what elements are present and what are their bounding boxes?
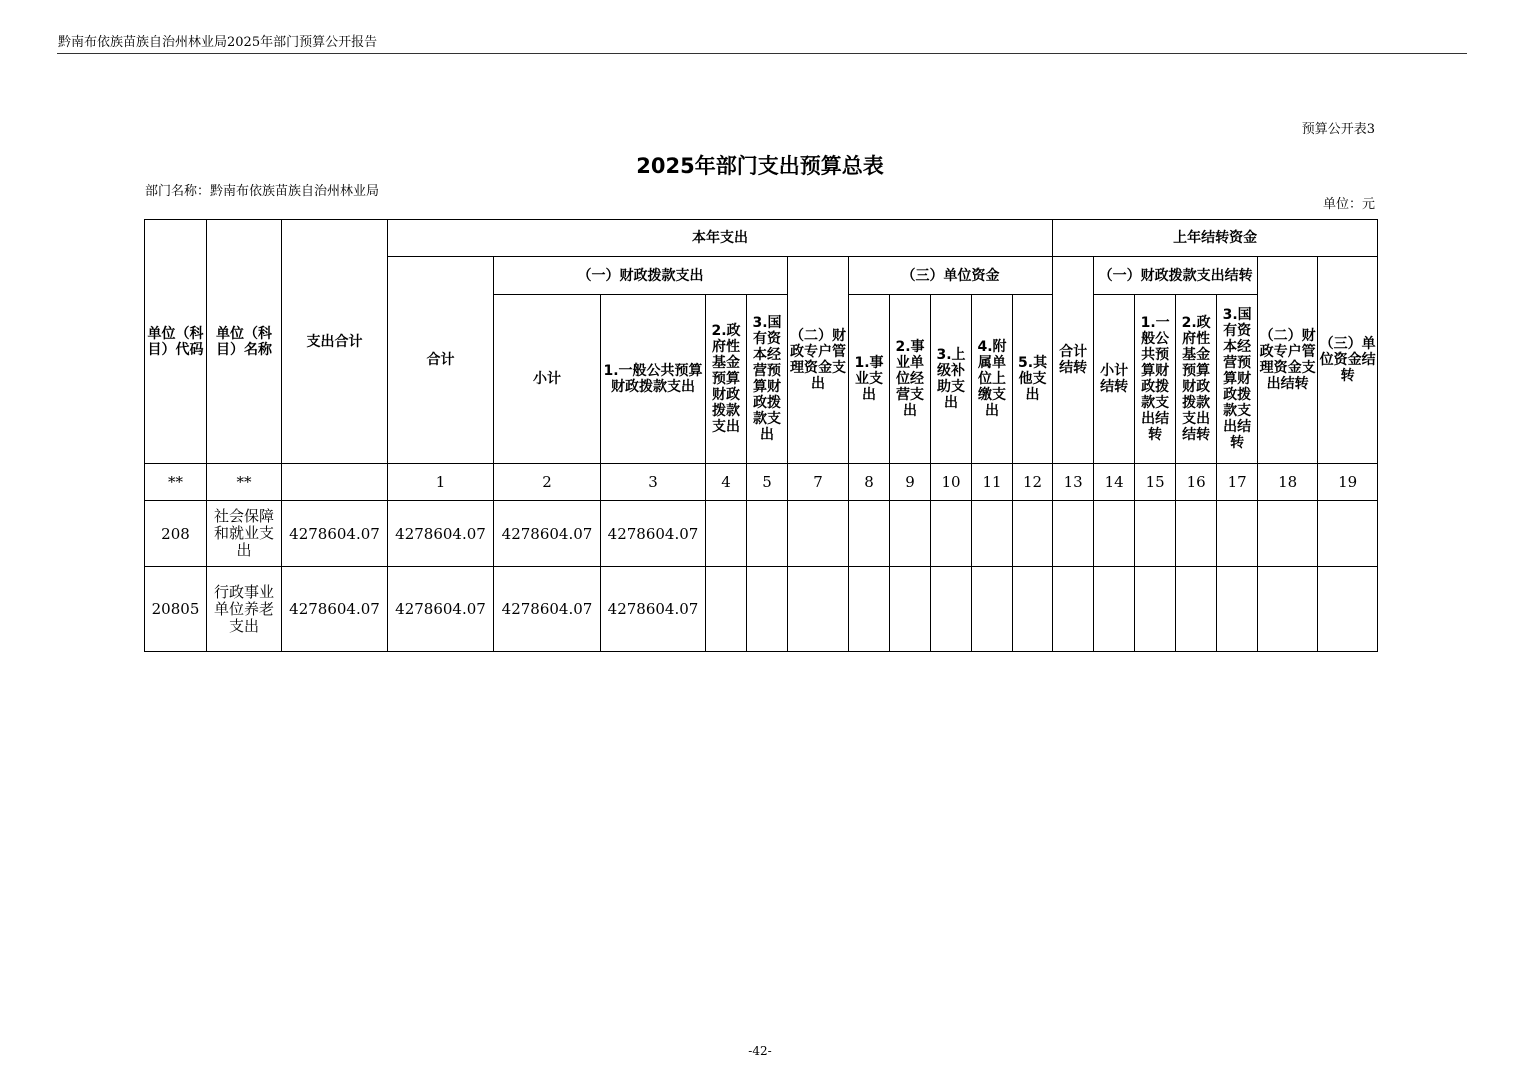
index-cell: 8 — [849, 464, 890, 501]
empty-cell — [972, 567, 1013, 652]
row-general: 4278604.07 — [601, 501, 706, 567]
empty-cell — [1318, 501, 1378, 567]
department-name: 部门名称：黔南布依族苗族自治州林业局 — [145, 184, 380, 199]
header-unit-funds-group: （三）单位资金 — [849, 257, 1053, 295]
empty-cell — [1258, 567, 1318, 652]
empty-cell — [1135, 567, 1176, 652]
empty-cell — [1053, 567, 1094, 652]
index-cell: ** — [207, 464, 282, 501]
index-row — [145, 464, 1378, 501]
empty-cell — [849, 567, 890, 652]
index-cell: 15 — [1135, 464, 1176, 501]
empty-cell — [1094, 567, 1135, 652]
page-title: 2025年部门支出预算总表 — [636, 154, 884, 178]
empty-cell — [706, 567, 747, 652]
row-total: 4278604.07 — [282, 501, 388, 567]
header-cy-gov-fund: 2.政府性基金预算财政拨款支出 — [706, 295, 747, 464]
header-uf-affiliated: 4.附属单位上缴支出 — [972, 295, 1013, 464]
header-py-state-capital: 3.国有资本经营预算财政拨款支出结转 — [1217, 295, 1258, 464]
index-cell: 7 — [788, 464, 849, 501]
index-cell: 4 — [706, 464, 747, 501]
header-py-fiscal-group: （一）财政拨款支出结转 — [1094, 257, 1258, 295]
empty-cell — [1176, 567, 1217, 652]
index-cell: 9 — [890, 464, 931, 501]
header-uf-operating: 2.事业单位经营支出 — [890, 295, 931, 464]
header-py-gov-fund: 2.政府性基金预算财政拨款支出结转 — [1176, 295, 1217, 464]
header-uf-other: 5.其他支出 — [1013, 295, 1053, 464]
empty-cell — [1318, 567, 1378, 652]
header-cy-special: （二）财政专户管理资金支出 — [788, 257, 849, 464]
row-general: 4278604.07 — [601, 567, 706, 652]
empty-cell — [706, 501, 747, 567]
row-subtotal: 4278604.07 — [494, 567, 601, 652]
index-cell: 1 — [388, 464, 494, 501]
header-cy-state-capital: 3.国有资本经营预算财政拨款支出 — [747, 295, 788, 464]
empty-cell — [931, 567, 972, 652]
empty-cell — [747, 501, 788, 567]
header-cy-subtotal: 小计 — [494, 295, 601, 464]
index-cell: 3 — [601, 464, 706, 501]
empty-cell — [1053, 501, 1094, 567]
header-uf-business: 1.事业支出 — [849, 295, 890, 464]
index-cell: 11 — [972, 464, 1013, 501]
header-py-total: 合计结转 — [1053, 257, 1094, 464]
header-divider — [57, 53, 1467, 54]
empty-cell — [1013, 567, 1053, 652]
row-cy-total: 4278604.07 — [388, 501, 494, 567]
empty-cell — [788, 501, 849, 567]
index-cell: 2 — [494, 464, 601, 501]
budget-table — [144, 219, 1378, 652]
table-number: 预算公开表3 — [1301, 122, 1375, 137]
empty-cell — [972, 501, 1013, 567]
report-header: 黔南布依族苗族自治州林业局2025年部门预算公开报告 — [58, 35, 378, 50]
index-cell: 19 — [1318, 464, 1378, 501]
row-total: 4278604.07 — [282, 567, 388, 652]
index-cell — [282, 464, 388, 501]
header-uf-subsidy: 3.上级补助支出 — [931, 295, 972, 464]
header-py-special: （二）财政专户管理资金支出结转 — [1258, 257, 1318, 464]
empty-cell — [1217, 567, 1258, 652]
row-code: 20805 — [145, 567, 207, 652]
empty-cell — [1176, 501, 1217, 567]
header-prior-year: 上年结转资金 — [1053, 220, 1378, 257]
table-row — [145, 567, 1378, 652]
header-cy-total: 合计 — [388, 257, 494, 464]
index-cell: 16 — [1176, 464, 1217, 501]
table-row — [145, 501, 1378, 567]
row-name: 行政事业单位养老支出 — [207, 567, 282, 652]
header-py-subtotal: 小计结转 — [1094, 295, 1135, 464]
index-cell: 18 — [1258, 464, 1318, 501]
empty-cell — [931, 501, 972, 567]
empty-cell — [1217, 501, 1258, 567]
unit-label: 单位：元 — [1322, 197, 1375, 212]
header-fiscal-group: （一）财政拨款支出 — [494, 257, 788, 295]
index-cell: 12 — [1013, 464, 1053, 501]
header-py-unit-funds: （三）单位资金结转 — [1318, 257, 1378, 464]
row-name: 社会保障和就业支出 — [207, 501, 282, 567]
header-current-year: 本年支出 — [388, 220, 1053, 257]
header-py-general: 1.一般公共预算财政拨款支出结转 — [1135, 295, 1176, 464]
empty-cell — [1258, 501, 1318, 567]
empty-cell — [1135, 501, 1176, 567]
empty-cell — [747, 567, 788, 652]
index-cell: 14 — [1094, 464, 1135, 501]
index-cell: 13 — [1053, 464, 1094, 501]
index-cell: 10 — [931, 464, 972, 501]
empty-cell — [890, 501, 931, 567]
row-code: 208 — [145, 501, 207, 567]
index-cell: ** — [145, 464, 207, 501]
row-subtotal: 4278604.07 — [494, 501, 601, 567]
index-cell: 17 — [1217, 464, 1258, 501]
page-number: -42- — [748, 1044, 772, 1058]
header-cy-general: 1.一般公共预算财政拨款支出 — [601, 295, 706, 464]
header-unit-code: 单位（科目）代码 — [145, 220, 207, 464]
empty-cell — [849, 501, 890, 567]
empty-cell — [1094, 501, 1135, 567]
empty-cell — [788, 567, 849, 652]
header-total: 支出合计 — [282, 220, 388, 464]
row-cy-total: 4278604.07 — [388, 567, 494, 652]
empty-cell — [890, 567, 931, 652]
index-cell: 5 — [747, 464, 788, 501]
empty-cell — [1013, 501, 1053, 567]
header-unit-name: 单位（科目）名称 — [207, 220, 282, 464]
